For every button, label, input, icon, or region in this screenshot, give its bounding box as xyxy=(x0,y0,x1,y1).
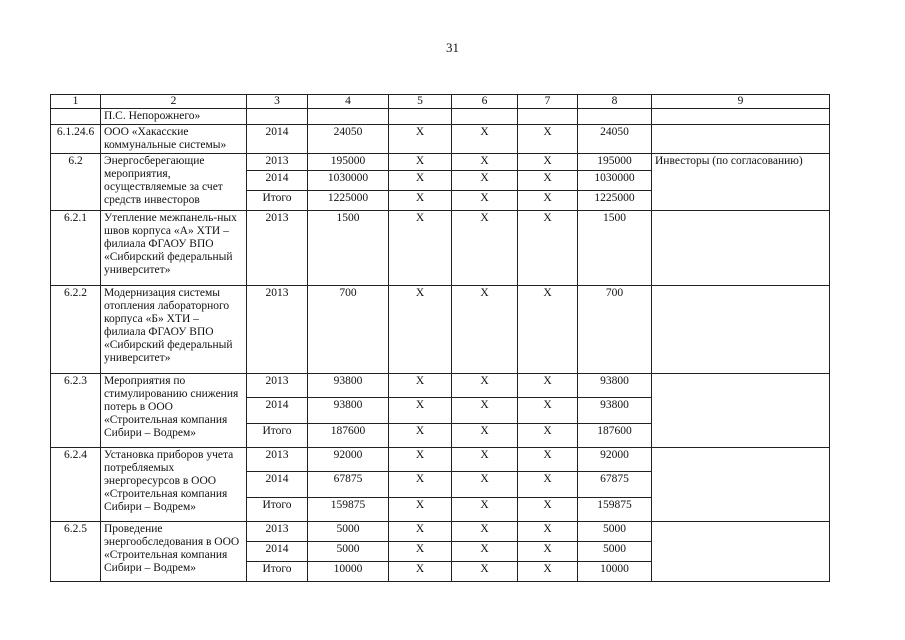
mark-cell: Х xyxy=(452,171,518,191)
mark-cell: Х xyxy=(518,542,578,562)
year-cell: 2013 xyxy=(247,211,308,286)
amount-cell: 1500 xyxy=(308,211,389,286)
mark-cell: Х xyxy=(389,191,452,211)
measure-name: Мероприятия по стимулированию снижения потерь в ООО «Строительная компания Сибири – Водрем» xyxy=(101,374,247,448)
table-row xyxy=(51,211,830,286)
mark-cell: Х xyxy=(389,562,452,582)
amount-cell: 10000 xyxy=(308,562,389,582)
program-table xyxy=(50,94,830,582)
mark-cell: Х xyxy=(389,472,452,498)
empty-cell xyxy=(578,109,652,125)
mark-cell: Х xyxy=(452,211,518,286)
year-cell: 2013 xyxy=(247,154,308,171)
mark-cell: Х xyxy=(389,171,452,191)
amount-cell: 5000 xyxy=(578,542,652,562)
amount-cell: 93800 xyxy=(578,374,652,398)
amount-cell: 187600 xyxy=(308,424,389,448)
amount-cell: 195000 xyxy=(578,154,652,171)
executor-cell xyxy=(652,448,830,522)
year-cell: Итого xyxy=(247,191,308,211)
measure-name: Установка приборов учета потребляемых энергоресурсов в ООО «Строительная компания Сибири – Водрем» xyxy=(101,448,247,522)
measure-number: 6.2 xyxy=(51,154,101,211)
table-row xyxy=(51,448,830,472)
year-cell: 2014 xyxy=(247,542,308,562)
mark-cell: Х xyxy=(518,374,578,398)
measure-number: 6.2.3 xyxy=(51,374,101,448)
mark-cell: Х xyxy=(518,125,578,154)
amount-cell: 187600 xyxy=(578,424,652,448)
year-cell: 2014 xyxy=(247,125,308,154)
empty-cell xyxy=(518,109,578,125)
amount-cell: 159875 xyxy=(308,498,389,522)
mark-cell: Х xyxy=(452,154,518,171)
mark-cell: Х xyxy=(389,154,452,171)
year-cell: 2013 xyxy=(247,374,308,398)
mark-cell: Х xyxy=(452,472,518,498)
mark-cell: Х xyxy=(518,191,578,211)
table-row xyxy=(51,125,830,154)
measure-name: Проведение энергообследования в ООО «Строительная компания Сибири – Водрем» xyxy=(101,522,247,582)
header-cell: 5 xyxy=(389,95,452,109)
year-cell: Итого xyxy=(247,498,308,522)
table-row xyxy=(51,286,830,374)
measure-number: 6.1.24.6 xyxy=(51,125,101,154)
continuation-text: П.С. Непорожнего» xyxy=(101,109,247,125)
mark-cell: Х xyxy=(452,562,518,582)
mark-cell: Х xyxy=(518,211,578,286)
amount-cell: 159875 xyxy=(578,498,652,522)
amount-cell: 5000 xyxy=(308,542,389,562)
continuation-row xyxy=(51,109,830,125)
mark-cell: Х xyxy=(452,424,518,448)
empty-cell xyxy=(389,109,452,125)
mark-cell: Х xyxy=(389,448,452,472)
mark-cell: Х xyxy=(389,424,452,448)
mark-cell: Х xyxy=(389,498,452,522)
amount-cell: 92000 xyxy=(578,448,652,472)
empty-cell xyxy=(452,109,518,125)
measure-name: Модернизация системы отопления лабораторного корпуса «Б» ХТИ – филиала ФГАОУ ВПО «Сибирский федеральный университет» xyxy=(101,286,247,374)
header-cell: 7 xyxy=(518,95,578,109)
empty-cell xyxy=(51,109,101,125)
year-cell: Итого xyxy=(247,562,308,582)
mark-cell: Х xyxy=(452,522,518,542)
measure-name: Утепление межпанель-ных швов корпуса «А» ХТИ – филиала ФГАОУ ВПО «Сибирский федеральный университет» xyxy=(101,211,247,286)
amount-cell: 5000 xyxy=(308,522,389,542)
mark-cell: Х xyxy=(518,398,578,424)
mark-cell: Х xyxy=(452,542,518,562)
amount-cell: 24050 xyxy=(308,125,389,154)
year-cell: 2014 xyxy=(247,472,308,498)
measure-number: 6.2.1 xyxy=(51,211,101,286)
measure-number: 6.2.2 xyxy=(51,286,101,374)
amount-cell: 195000 xyxy=(308,154,389,171)
mark-cell: Х xyxy=(518,448,578,472)
header-row xyxy=(51,95,830,109)
year-cell: 2014 xyxy=(247,398,308,424)
mark-cell: Х xyxy=(452,191,518,211)
executor-cell xyxy=(652,211,830,286)
mark-cell: Х xyxy=(518,424,578,448)
mark-cell: Х xyxy=(518,522,578,542)
mark-cell: Х xyxy=(389,286,452,374)
amount-cell: 93800 xyxy=(578,398,652,424)
amount-cell: 93800 xyxy=(308,398,389,424)
measure-number: 6.2.4 xyxy=(51,448,101,522)
header-cell: 9 xyxy=(652,95,830,109)
mark-cell: Х xyxy=(389,211,452,286)
header-cell: 2 xyxy=(101,95,247,109)
year-cell: Итого xyxy=(247,424,308,448)
measure-name: ООО «Хакасские коммунальные системы» xyxy=(101,125,247,154)
mark-cell: Х xyxy=(518,562,578,582)
measure-name: Энергосберегающие мероприятия, осуществляемые за счет средств инвесторов xyxy=(101,154,247,211)
mark-cell: Х xyxy=(452,448,518,472)
header-cell: 6 xyxy=(452,95,518,109)
amount-cell: 1225000 xyxy=(578,191,652,211)
executor-cell xyxy=(652,522,830,582)
amount-cell: 10000 xyxy=(578,562,652,582)
table-row xyxy=(51,374,830,398)
amount-cell: 24050 xyxy=(578,125,652,154)
mark-cell: Х xyxy=(452,398,518,424)
amount-cell: 1500 xyxy=(578,211,652,286)
mark-cell: Х xyxy=(389,522,452,542)
amount-cell: 5000 xyxy=(578,522,652,542)
mark-cell: Х xyxy=(518,472,578,498)
year-cell: 2014 xyxy=(247,171,308,191)
mark-cell: Х xyxy=(518,154,578,171)
mark-cell: Х xyxy=(518,171,578,191)
header-cell: 8 xyxy=(578,95,652,109)
amount-cell: 700 xyxy=(578,286,652,374)
page-number: 31 xyxy=(446,40,459,55)
mark-cell: Х xyxy=(389,398,452,424)
year-cell: 2013 xyxy=(247,286,308,374)
mark-cell: Х xyxy=(452,286,518,374)
amount-cell: 67875 xyxy=(308,472,389,498)
amount-cell: 700 xyxy=(308,286,389,374)
amount-cell: 1030000 xyxy=(308,171,389,191)
mark-cell: Х xyxy=(389,374,452,398)
mark-cell: Х xyxy=(389,125,452,154)
mark-cell: Х xyxy=(452,374,518,398)
year-cell: 2013 xyxy=(247,522,308,542)
executor-cell xyxy=(652,286,830,374)
empty-cell xyxy=(247,109,308,125)
amount-cell: 67875 xyxy=(578,472,652,498)
header-cell: 3 xyxy=(247,95,308,109)
empty-cell xyxy=(652,109,830,125)
empty-cell xyxy=(308,109,389,125)
amount-cell: 93800 xyxy=(308,374,389,398)
executor-cell xyxy=(652,374,830,448)
table-row xyxy=(51,522,830,542)
table-row xyxy=(51,154,830,171)
mark-cell: Х xyxy=(452,125,518,154)
executor-cell: Инвесторы (по согласованию) xyxy=(652,154,830,211)
amount-cell: 1030000 xyxy=(578,171,652,191)
mark-cell: Х xyxy=(518,286,578,374)
mark-cell: Х xyxy=(452,498,518,522)
header-cell: 1 xyxy=(51,95,101,109)
executor-cell xyxy=(652,125,830,154)
header-cell: 4 xyxy=(308,95,389,109)
measure-number: 6.2.5 xyxy=(51,522,101,582)
amount-cell: 92000 xyxy=(308,448,389,472)
mark-cell: Х xyxy=(389,542,452,562)
year-cell: 2013 xyxy=(247,448,308,472)
amount-cell: 1225000 xyxy=(308,191,389,211)
mark-cell: Х xyxy=(518,498,578,522)
